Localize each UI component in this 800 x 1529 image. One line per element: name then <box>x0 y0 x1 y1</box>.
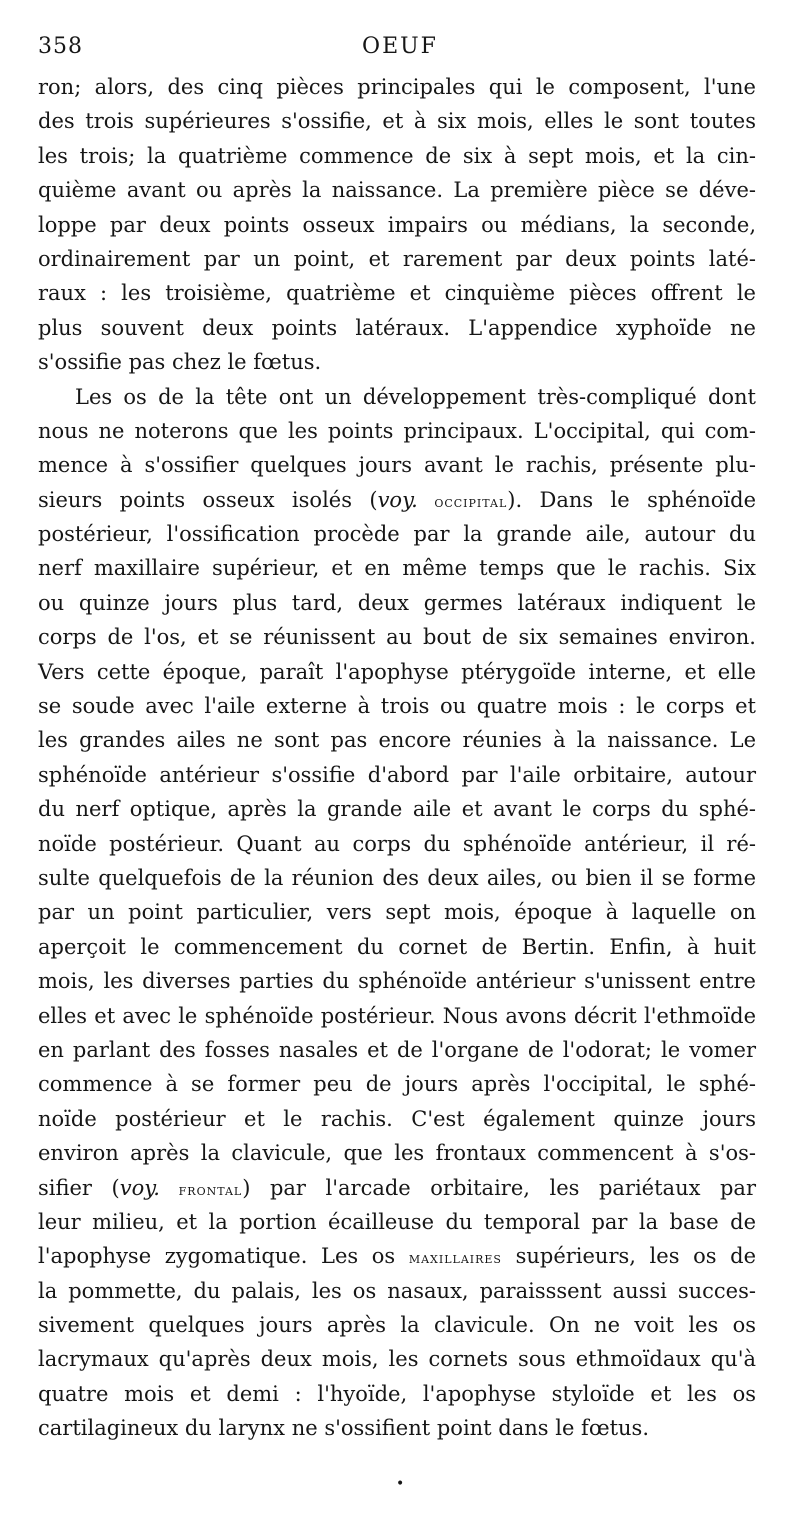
text-line: les trois; la quatrième commence de six à sept mois, et la cin- <box>38 143 756 168</box>
text-line: ron; alors, des cinq pièces principales qui le composent, l'une <box>38 75 756 99</box>
text-line: loppe par deux points osseux impairs ou médians, la seconde, <box>38 212 756 237</box>
text-line: aperçoit le commencement du cornet de Bertin. Enfin, à huit <box>38 934 756 959</box>
text-line: quième avant ou après la naissance. La première pièce se déve- <box>38 178 756 203</box>
text-line: nerf maxillaire supérieur, et en même temps que le rachis. Six <box>38 556 756 581</box>
text-line: du nerf optique, après la grande aile et avant le corps du sphé- <box>38 797 756 822</box>
text-fragment: ) par l'arcade orbitaire, les pariétaux par <box>242 1175 756 1200</box>
text-line: raux : les troisième, quatrième et cinquième pièces offrent le <box>38 281 756 306</box>
printer-mark: • <box>396 1476 405 1492</box>
text-line: environ après la clavicule, que les frontaux commencent à s'os- <box>38 1141 756 1166</box>
text-line: leur milieu, et la portion écailleuse du temporal par la base de <box>38 1209 756 1234</box>
text-line: corps de l'os, et se réunissent au bout de six semaines environ. <box>38 625 756 650</box>
text-line <box>38 1171 756 1205</box>
text-line: mois, les diverses parties du sphénoïde antérieur s'unissent entre <box>38 969 756 994</box>
body-text <box>38 70 756 1446</box>
text-line: ou quinze jours plus tard, deux germes latéraux indiquent le <box>38 590 756 615</box>
text-line: sulte quelquefois de la réunion des deux ailes, ou bien il se forme <box>38 865 756 890</box>
text-line: ordinairement par un point, et rarement par deux points laté- <box>38 246 756 271</box>
text-line: noïde postérieur. Quant au corps du sphénoïde antérieur, il ré- <box>38 831 756 856</box>
small-caps-term: frontal <box>159 1180 243 1199</box>
text-line: lacrymaux qu'après deux mois, les cornets sous ethmoïdaux qu'à <box>38 1347 756 1372</box>
small-caps-term: maxillaires <box>408 1249 502 1268</box>
text-line: elles et avec le sphénoïde postérieur. Nous avons décrit l'ethmoïde <box>38 1003 756 1028</box>
page-header <box>38 34 762 66</box>
text-fragment: ). Dans le sphénoïde <box>507 487 756 512</box>
text-line: la pommette, du palais, les os nasaux, paraisssent aussi succes- <box>38 1278 756 1303</box>
text-fragment: sifier ( <box>38 1175 120 1200</box>
text-line: plus souvent deux points latéraux. L'appendice xyphoïde ne <box>38 315 756 340</box>
text-line: commence à se former peu de jours après l'occipital, le sphé- <box>38 1072 756 1097</box>
text-line: les grandes ailes ne sont pas encore réunies à la naissance. Le <box>38 728 756 753</box>
text-line: se soude avec l'aile externe à trois ou quatre mois : le corps et <box>38 694 756 719</box>
text-line: postérieur, l'ossification procède par la grande aile, autour du <box>38 522 756 547</box>
text-line: en parlant des fosses nasales et de l'organe de l'odorat; le vomer <box>38 1037 756 1062</box>
text-line: Vers cette époque, paraît l'apophyse ptérygoïde interne, et elle <box>38 659 756 684</box>
running-title: OEUF <box>362 34 438 59</box>
italic-abbrev: voy. <box>119 1175 160 1200</box>
text-line: cartilagineux du larynx ne s'ossifient point dans le fœtus. <box>38 1416 650 1441</box>
text-line: mence à s'ossifier quelques jours avant le rachis, présente plu- <box>38 453 756 478</box>
text-fragment: supérieurs, les os de <box>501 1244 756 1269</box>
text-fragment: sieurs points osseux isolés ( <box>38 487 378 512</box>
italic-abbrev: voy. <box>377 487 418 512</box>
text-fragment: l'apophyse zygomatique. Les os <box>38 1244 409 1269</box>
text-line: Les os de la tête ont un développement très-compliqué dont <box>75 384 756 409</box>
text-line <box>38 1239 756 1273</box>
small-caps-term: occipital <box>417 492 508 511</box>
text-line: s'ossifie pas chez le fœtus. <box>38 350 322 375</box>
text-line: par un point particulier, vers sept mois, époque à laquelle on <box>38 900 756 925</box>
page-number: 358 <box>38 34 83 59</box>
text-line: nous ne noterons que les points principaux. L'occipital, qui com- <box>38 418 756 443</box>
text-line: sphénoïde antérieur s'ossifie d'abord par l'aile orbitaire, autour <box>38 762 756 787</box>
text-line <box>38 483 756 517</box>
text-line: sivement quelques jours après la clavicule. On ne voit les os <box>38 1313 756 1338</box>
text-line: quatre mois et demi : l'hyoïde, l'apophyse styloïde et les os <box>38 1381 756 1406</box>
text-line: noïde postérieur et le rachis. C'est également quinze jours <box>38 1106 756 1131</box>
text-line: des trois supérieures s'ossifie, et à six mois, elles le sont toutes <box>38 109 756 134</box>
